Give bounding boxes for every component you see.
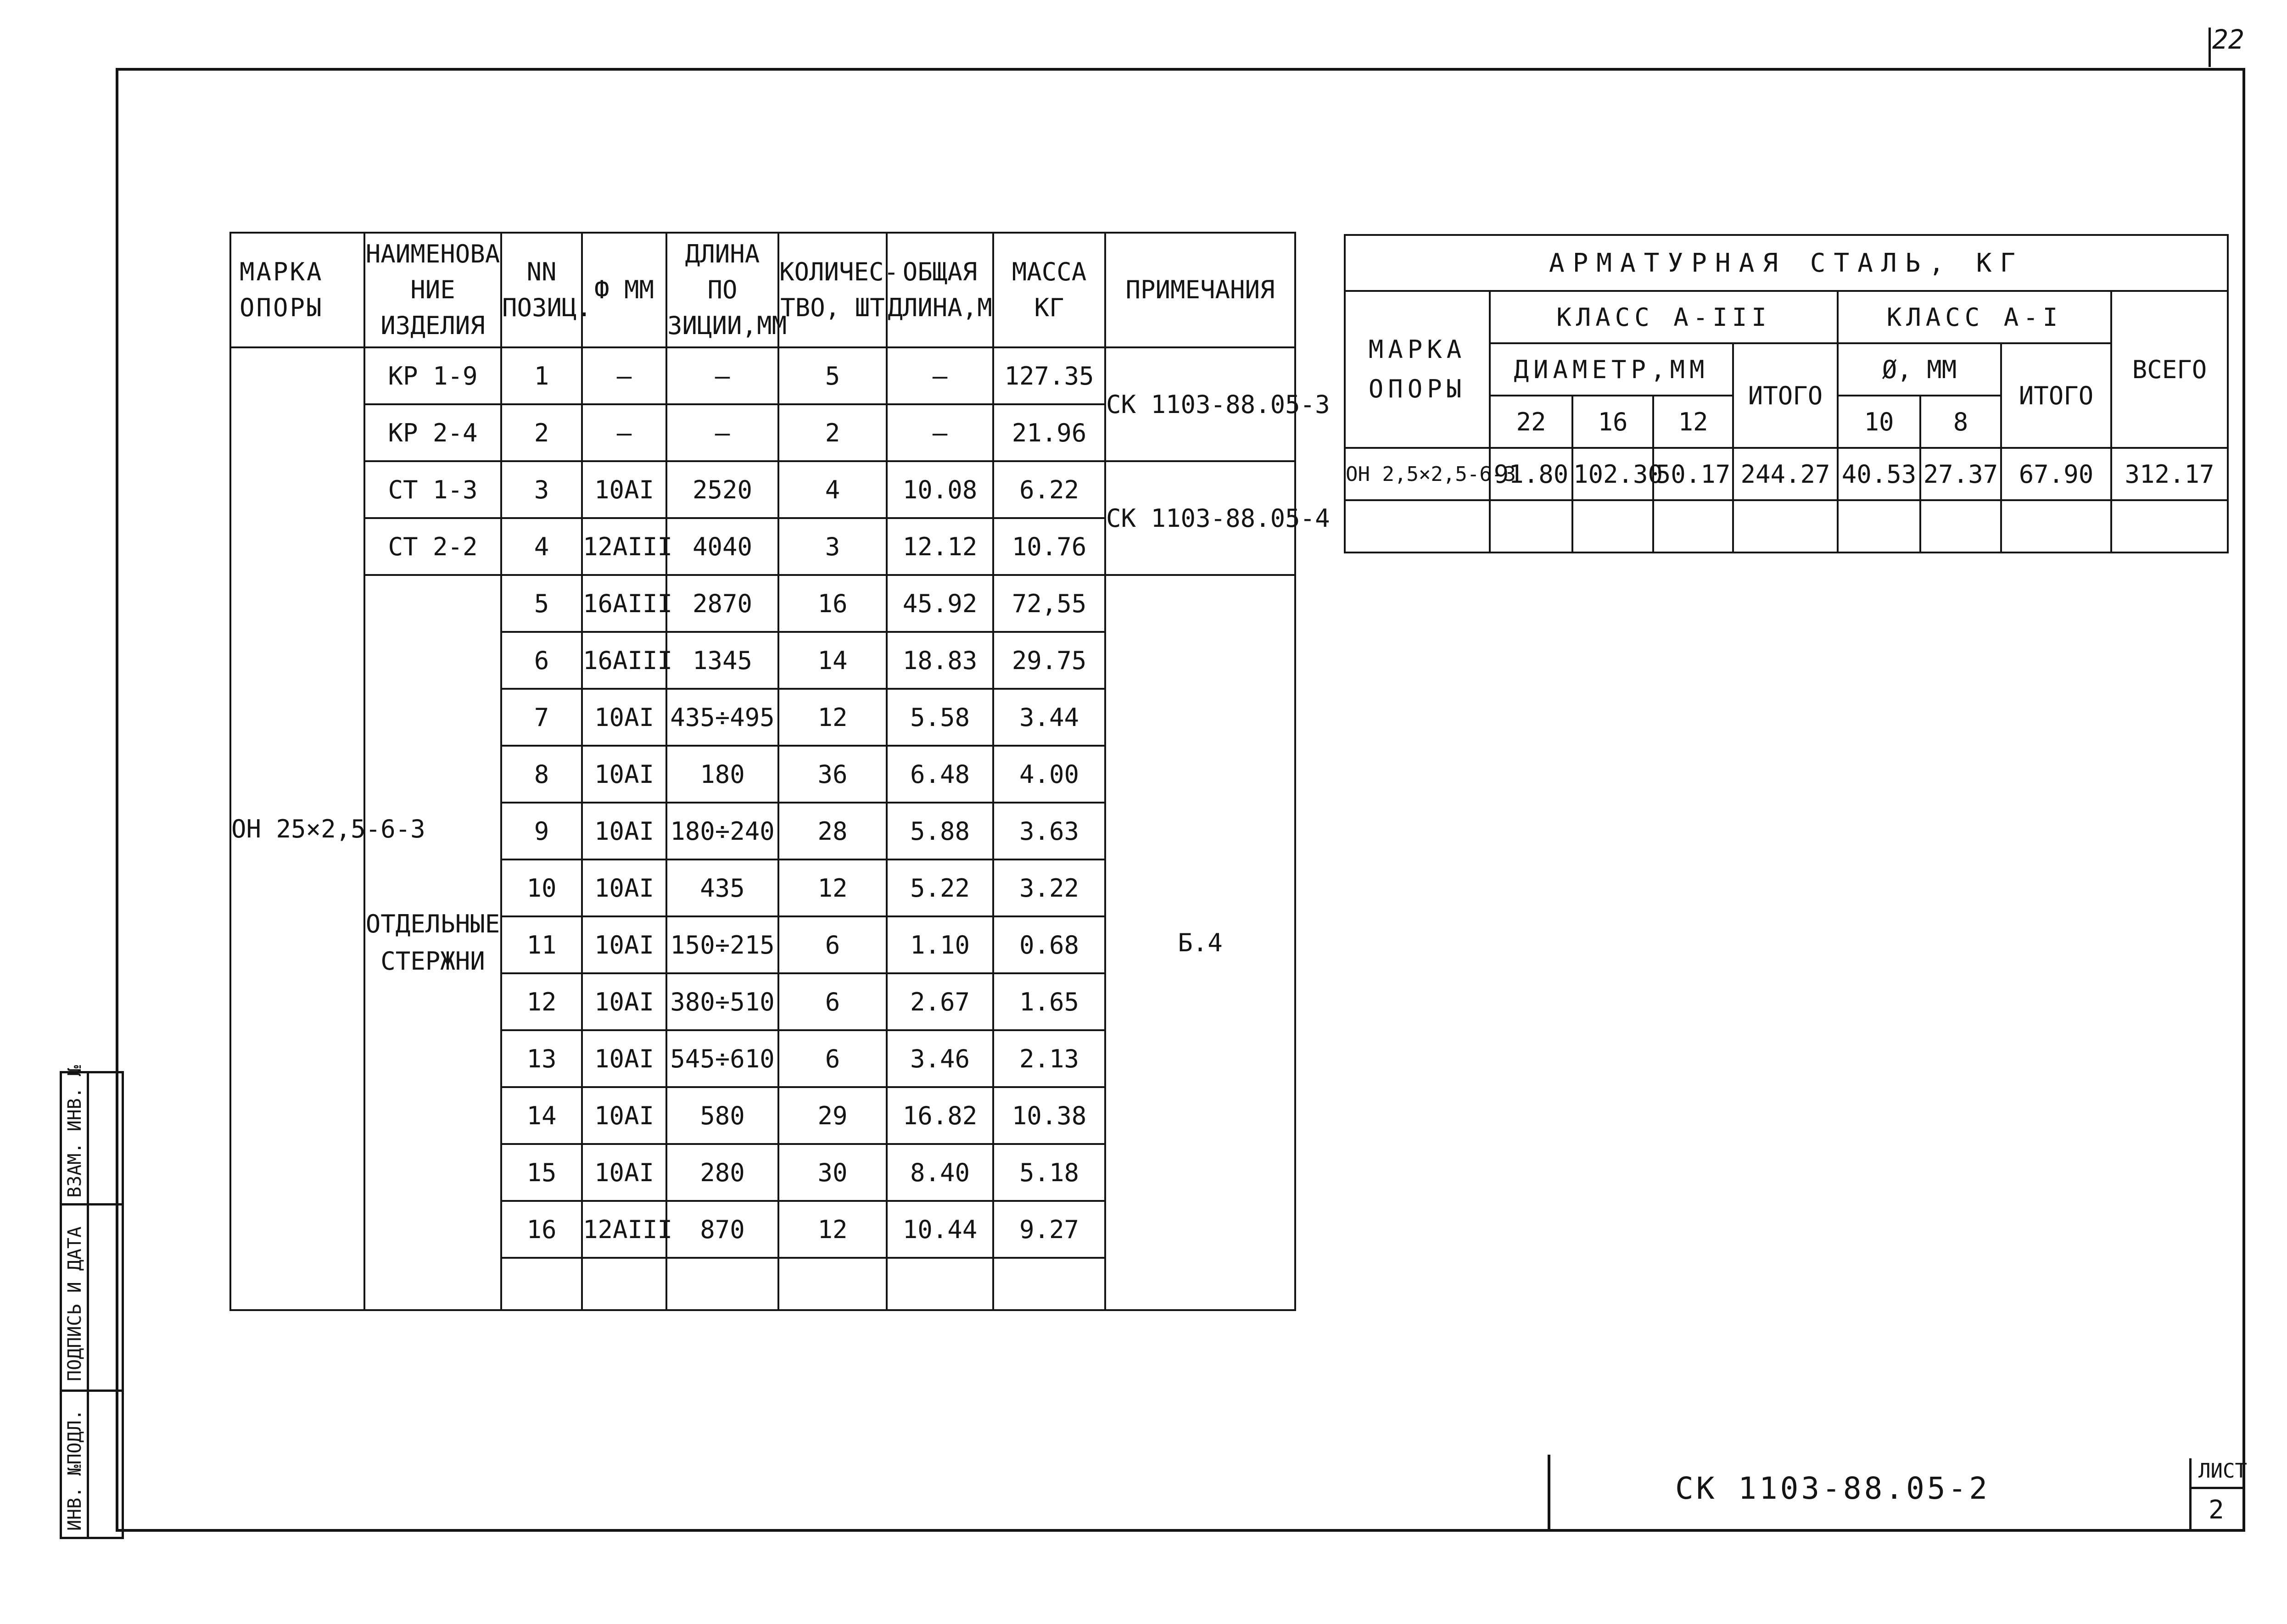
position-cell: 15 bbox=[501, 1144, 582, 1201]
quantity-cell: 12 bbox=[778, 1201, 887, 1258]
value-cell: 50.17 bbox=[1653, 448, 1733, 500]
position-cell: 4 bbox=[501, 518, 582, 575]
quantity-cell: 5 bbox=[778, 347, 887, 404]
empty-cell bbox=[1345, 500, 1490, 552]
total-length-cell: 5.88 bbox=[887, 803, 993, 859]
position-cell: 3 bbox=[501, 461, 582, 518]
empty-cell bbox=[501, 1258, 582, 1310]
diameter-cell: 16АIII bbox=[582, 575, 666, 632]
document-code: СК 1103-88.05-2 bbox=[1675, 1471, 1991, 1506]
quantity-cell: 30 bbox=[778, 1144, 887, 1201]
table-row bbox=[230, 347, 1295, 404]
table-row bbox=[1345, 448, 2228, 500]
diameter-cell: 10АI bbox=[582, 1087, 666, 1144]
sheet-number: 2 bbox=[2209, 1495, 2224, 1525]
mass-cell: 72,55 bbox=[993, 575, 1105, 632]
diameter-cell: 12АIII bbox=[582, 1201, 666, 1258]
diameter-cell: 10АI bbox=[582, 689, 666, 746]
length-cell: 2520 bbox=[666, 461, 778, 518]
summary-title-row bbox=[1345, 235, 2228, 291]
mass-cell: 21.96 bbox=[993, 404, 1105, 461]
diameter-cell: 10АI bbox=[582, 973, 666, 1030]
total-length-cell: 16.82 bbox=[887, 1087, 993, 1144]
page-number: 22 bbox=[2212, 24, 2244, 55]
header-item-name: НАИМЕНОВА НИЕ ИЗДЕЛИЯ bbox=[364, 233, 501, 347]
quantity-cell: 28 bbox=[778, 803, 887, 859]
itogo-a1-cell: 67.90 bbox=[2001, 448, 2111, 500]
diameter-cell: 10АI bbox=[582, 1030, 666, 1087]
sheet-label: ЛИСТ bbox=[2198, 1459, 2247, 1483]
total-length-cell: 12.12 bbox=[887, 518, 993, 575]
header-notes: ПРИМЕЧАНИЯ bbox=[1105, 233, 1295, 347]
quantity-cell: 12 bbox=[778, 689, 887, 746]
header-length: ДЛИНА ПО ЗИЦИИ,ММ bbox=[666, 233, 778, 347]
diameter-16: 16 bbox=[1572, 396, 1653, 448]
inventory-number-label: ИНВ. №ПОДЛ. bbox=[64, 1409, 85, 1531]
diameter-cell: 10АI bbox=[582, 803, 666, 859]
side-stamp-divider bbox=[60, 1203, 124, 1205]
quantity-cell: 36 bbox=[778, 746, 887, 803]
position-cell: 13 bbox=[501, 1030, 582, 1087]
quantity-cell: 3 bbox=[778, 518, 887, 575]
mass-cell: 10.38 bbox=[993, 1087, 1105, 1144]
diameter-header: ДИАМЕТР,ММ bbox=[1490, 343, 1733, 396]
sheet-box-divider bbox=[2189, 1487, 2242, 1489]
header-mass: МАССА КГ bbox=[993, 233, 1105, 347]
position-cell: 9 bbox=[501, 803, 582, 859]
quantity-cell: 6 bbox=[778, 1030, 887, 1087]
summary-marka-header: МАРКА ОПОРЫ bbox=[1345, 291, 1490, 448]
diameter-cell: 16АIII bbox=[582, 632, 666, 689]
empty-cell bbox=[666, 1258, 778, 1310]
mass-cell: 1.65 bbox=[993, 973, 1105, 1030]
spec-header-row bbox=[230, 233, 1295, 347]
total-length-cell: 3.46 bbox=[887, 1030, 993, 1087]
summary-header-row bbox=[1345, 291, 2228, 343]
diameter-12: 12 bbox=[1653, 396, 1733, 448]
position-cell: 6 bbox=[501, 632, 582, 689]
itogo-a3-cell: 244.27 bbox=[1733, 448, 1838, 500]
total-length-cell: 18.83 bbox=[887, 632, 993, 689]
total-length-cell: 10.08 bbox=[887, 461, 993, 518]
total-length-cell: 2.67 bbox=[887, 973, 993, 1030]
value-cell: 91.80 bbox=[1490, 448, 1572, 500]
diameter-8: 8 bbox=[1920, 396, 2001, 448]
header-total-length: ОБЩАЯ ДЛИНА,М bbox=[887, 233, 993, 347]
marka-cell: ОН 25×2,5-6-3 bbox=[230, 347, 364, 1310]
length-cell: 580 bbox=[666, 1087, 778, 1144]
length-cell: 150÷215 bbox=[666, 916, 778, 973]
replace-inventory-label: ВЗАМ. ИНВ. № bbox=[64, 1065, 85, 1198]
steel-summary-table bbox=[1344, 234, 2229, 553]
diameter-cell: — bbox=[582, 347, 666, 404]
page-number-tick bbox=[2209, 28, 2211, 67]
table-row-empty bbox=[1345, 500, 2228, 552]
empty-cell bbox=[993, 1258, 1105, 1310]
phi-header: Ø, ММ bbox=[1838, 343, 2001, 396]
quantity-cell: 12 bbox=[778, 859, 887, 916]
header-marka: МАРКА ОПОРЫ bbox=[230, 233, 364, 347]
itogo-a3-header: ИТОГО bbox=[1733, 343, 1838, 448]
diameter-cell: 10АI bbox=[582, 461, 666, 518]
item-name-cell: КР 2-4 bbox=[364, 404, 501, 461]
length-cell: — bbox=[666, 404, 778, 461]
total-length-cell: — bbox=[887, 404, 993, 461]
mass-cell: 3.63 bbox=[993, 803, 1105, 859]
length-cell: 2870 bbox=[666, 575, 778, 632]
item-name-cell: ОТДЕЛЬНЫЕ СТЕРЖНИ bbox=[364, 575, 501, 1310]
length-cell: 280 bbox=[666, 1144, 778, 1201]
length-cell: 1345 bbox=[666, 632, 778, 689]
note-cell: Б.4 bbox=[1105, 575, 1295, 1310]
diameter-cell: 10АI bbox=[582, 746, 666, 803]
vsego-header: ВСЕГО bbox=[2111, 291, 2228, 448]
empty-cell bbox=[2001, 500, 2111, 552]
position-cell: 5 bbox=[501, 575, 582, 632]
length-cell: 545÷610 bbox=[666, 1030, 778, 1087]
quantity-cell: 14 bbox=[778, 632, 887, 689]
empty-cell bbox=[1653, 500, 1733, 552]
empty-cell bbox=[582, 1258, 666, 1310]
total-length-cell: — bbox=[887, 347, 993, 404]
mass-cell: 6.22 bbox=[993, 461, 1105, 518]
mass-cell: 0.68 bbox=[993, 916, 1105, 973]
length-cell: 180÷240 bbox=[666, 803, 778, 859]
title-block-divider bbox=[1548, 1455, 1550, 1532]
diameter-cell: 10АI bbox=[582, 916, 666, 973]
mass-cell: 3.44 bbox=[993, 689, 1105, 746]
position-cell: 12 bbox=[501, 973, 582, 1030]
header-position: NN ПОЗИЦ. bbox=[501, 233, 582, 347]
table-row bbox=[230, 461, 1295, 518]
position-cell: 11 bbox=[501, 916, 582, 973]
quantity-cell: 2 bbox=[778, 404, 887, 461]
position-cell: 10 bbox=[501, 859, 582, 916]
total-length-cell: 10.44 bbox=[887, 1201, 993, 1258]
length-cell: 870 bbox=[666, 1201, 778, 1258]
position-cell: 14 bbox=[501, 1087, 582, 1144]
specification-table bbox=[229, 232, 1330, 1311]
value-cell: 102.30 bbox=[1572, 448, 1653, 500]
empty-cell bbox=[1572, 500, 1653, 552]
diameter-cell: 12АIII bbox=[582, 518, 666, 575]
quantity-cell: 4 bbox=[778, 461, 887, 518]
position-cell: 8 bbox=[501, 746, 582, 803]
empty-cell bbox=[1490, 500, 1572, 552]
length-cell: 435 bbox=[666, 859, 778, 916]
value-cell: 40.53 bbox=[1838, 448, 1920, 500]
note-cell: СК 1103-88.05-4 bbox=[1105, 461, 1295, 575]
total-length-cell: 5.22 bbox=[887, 859, 993, 916]
empty-cell bbox=[778, 1258, 887, 1310]
mass-cell: 10.76 bbox=[993, 518, 1105, 575]
diameter-cell: 10АI bbox=[582, 859, 666, 916]
total-length-cell: 5.58 bbox=[887, 689, 993, 746]
mass-cell: 3.22 bbox=[993, 859, 1105, 916]
note-cell: СК 1103-88.05-3 bbox=[1105, 347, 1295, 461]
mass-cell: 9.27 bbox=[993, 1201, 1105, 1258]
item-name-cell: СТ 2-2 bbox=[364, 518, 501, 575]
value-cell: 27.37 bbox=[1920, 448, 2001, 500]
empty-cell bbox=[1733, 500, 1838, 552]
position-cell: 1 bbox=[501, 347, 582, 404]
total-length-cell: 6.48 bbox=[887, 746, 993, 803]
header-diameter: Ф ММ bbox=[582, 233, 666, 347]
header-quantity: КОЛИЧЕС- ТВО, ШТ bbox=[778, 233, 887, 347]
summary-marka-cell: ОН 2,5×2,5-6-3 bbox=[1345, 448, 1490, 500]
quantity-cell: 6 bbox=[778, 973, 887, 1030]
position-cell: 2 bbox=[501, 404, 582, 461]
quantity-cell: 6 bbox=[778, 916, 887, 973]
mass-cell: 29.75 bbox=[993, 632, 1105, 689]
length-cell: — bbox=[666, 347, 778, 404]
summary-title: АРМАТУРНАЯ СТАЛЬ, КГ bbox=[1345, 235, 2228, 291]
length-cell: 380÷510 bbox=[666, 973, 778, 1030]
diameter-cell: — bbox=[582, 404, 666, 461]
mass-cell: 5.18 bbox=[993, 1144, 1105, 1201]
item-name-cell: СТ 1-3 bbox=[364, 461, 501, 518]
total-length-cell: 45.92 bbox=[887, 575, 993, 632]
mass-cell: 2.13 bbox=[993, 1030, 1105, 1087]
empty-cell bbox=[2111, 500, 2228, 552]
length-cell: 435÷495 bbox=[666, 689, 778, 746]
length-cell: 180 bbox=[666, 746, 778, 803]
class-a1-header: КЛАСС А-I bbox=[1838, 291, 2111, 343]
empty-cell bbox=[1920, 500, 2001, 552]
vsego-cell: 312.17 bbox=[2111, 448, 2228, 500]
diameter-cell: 10АI bbox=[582, 1144, 666, 1201]
empty-cell bbox=[1838, 500, 1920, 552]
length-cell: 4040 bbox=[666, 518, 778, 575]
quantity-cell: 29 bbox=[778, 1087, 887, 1144]
itogo-a1-header: ИТОГО bbox=[2001, 343, 2111, 448]
empty-cell bbox=[887, 1258, 993, 1310]
total-length-cell: 8.40 bbox=[887, 1144, 993, 1201]
signature-date-label: ПОДПИСЬ И ДАТА bbox=[64, 1226, 85, 1381]
class-a3-header: КЛАСС А-III bbox=[1490, 291, 1838, 343]
mass-cell: 4.00 bbox=[993, 746, 1105, 803]
diameter-22: 22 bbox=[1490, 396, 1572, 448]
diameter-10: 10 bbox=[1838, 396, 1920, 448]
side-stamp-divider bbox=[60, 1390, 124, 1392]
position-cell: 7 bbox=[501, 689, 582, 746]
quantity-cell: 16 bbox=[778, 575, 887, 632]
total-length-cell: 1.10 bbox=[887, 916, 993, 973]
position-cell: 16 bbox=[501, 1201, 582, 1258]
mass-cell: 127.35 bbox=[993, 347, 1105, 404]
table-row bbox=[230, 575, 1295, 632]
item-name-cell: КР 1-9 bbox=[364, 347, 501, 404]
